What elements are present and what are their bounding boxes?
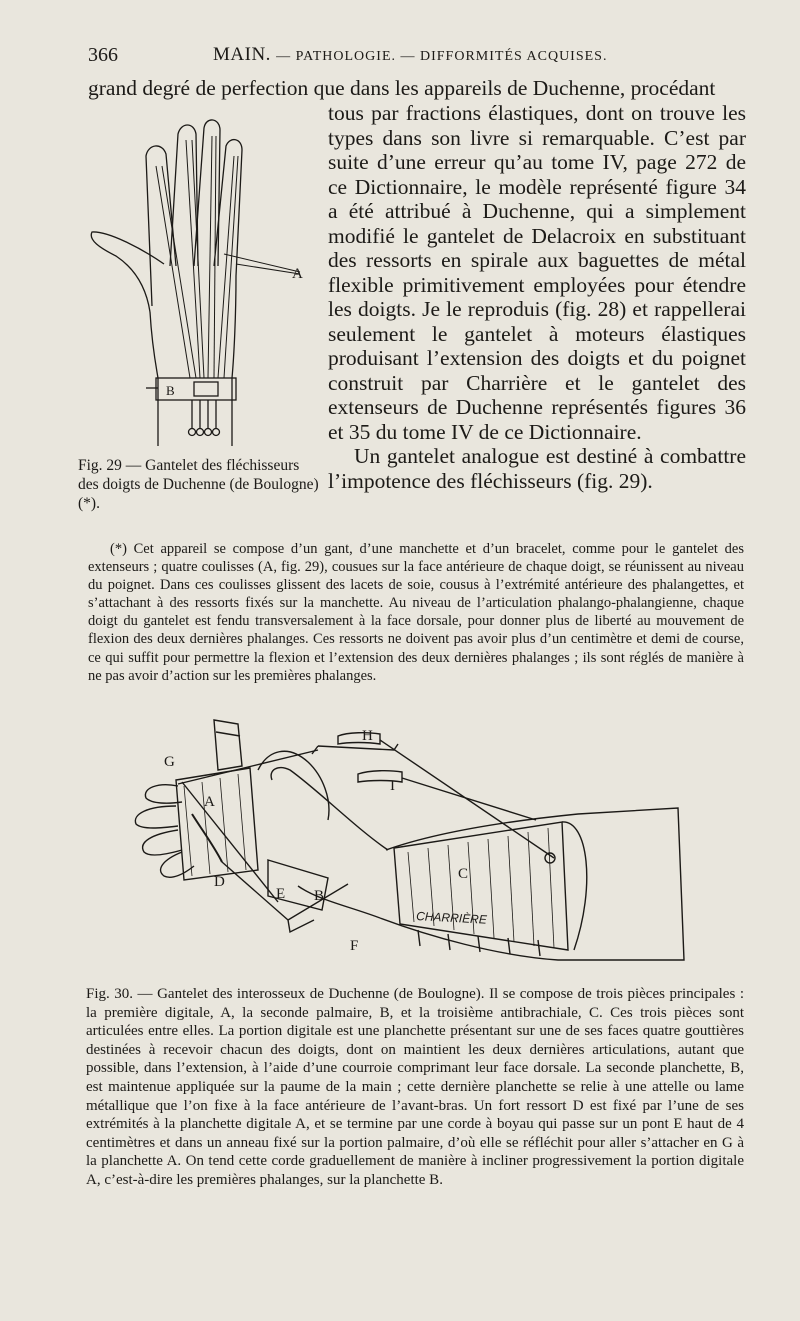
lead-line: grand degré de perfection que dans les appareils de Duchenne, procédant bbox=[88, 76, 716, 100]
running-head bbox=[213, 44, 607, 66]
fig29-label-a: A bbox=[292, 266, 303, 282]
fig29-label-b: B bbox=[166, 383, 175, 398]
figure-29-illustration bbox=[86, 116, 320, 462]
page-header bbox=[88, 44, 748, 72]
figure-30-caption-text: Fig. 30. — Gantelet des interosseux de Duchenne (de Boulogne). Il se compose de trois pièces principales : la première digitale, A, la seconde palmaire, B, et la troisième antibrachiale, C. Ces trois pièces sont articulées entre elles. La portion digitale est une planchette présentant sur une de ses faces quatre gouttières destinées à recevoir chacun des doigts, dont on maintient les deux dernières articulations, autant que possible, dans l’extension, à l’aide d’une courroie comprimant leur face dorsale. La seconde planchette, B, est maintenue appliquée sur la paume de la main ; cette dernière planchette se relie à une attelle ou lame métallique que l’on fixe à la face antérieure de l’avant-bras. Un fort ressort D est fixé par l’une de ses extrémités à la planchette digitale A, et se termine par une corde à boyau qui passe sur un pont E haut de 4 centimètres et dans un anneau fixé sur la portion palmaire, d’où elle se réfléchit pour aller s’attacher en G à la planchette A. On tend cette corde graduellement de manière à incliner progressivement la portion digitale A, c’est-à-dire les premières phalanges, sur la planchette B. bbox=[86, 986, 744, 1188]
fig30-label-f: F bbox=[350, 938, 359, 954]
fig30-label-i: I bbox=[390, 778, 395, 794]
column-paragraph-2: Un gantelet analogue est destiné à combattre l’impotence des fléchisseurs (fig. 29). bbox=[328, 444, 746, 493]
footnote-text: (*) Cet appareil se compose d’un gant, d’une manchette et d’un bracelet, comme pour le gantelet des extenseurs ; quatre coulisses (A, fig. 29), cousues sur la face antérieure de chaque doigt, se réunissent au niveau du poignet. Dans ces coulisses glissent des lacets de soie, cousus à l’extrémité antérieure des phalangettes, et s’attachant à des ressorts fixés sur la manchette. Au niveau de l’articulation phalango-phalangienne, chaque doigt du gantelet est fendu transversalement à la face dorsale, pour donner plus de liberté au mouvement de flexion des deux dernières phalanges. Ces ressorts ne doivent pas avoir plus d’un centimètre et demi de course, ce qui suffit pour permettre la flexion et l’extension des deux dernières phalanges ; ils sont réglés de manière à ne pas avoir d’action sur les premières phalanges. bbox=[88, 541, 744, 684]
footnote bbox=[88, 540, 744, 685]
fig30-label-h: H bbox=[362, 728, 373, 744]
column-paragraph-1: tous par fractions élastiques, dont on trouve les types dans son livre si remarquable. C’est par suite d’une erreur qu’au tome IV, page 272 de ce Dictionnaire, le modèle représenté figure 34 a été attribué à Duchenne, qui a simplement modifié le gantelet de Delacroix en substituant des ressorts en spirale aux baguettes de métal flexible primitivement employées pour étendre les doigts. Je le reproduis (fig. 28) et rappellerai seulement le gantelet à moteurs élastiques produisant l’extension des doigts et du poignet construit par Charrière et le gantelet des extenseurs de Duchenne représentés figures 36 et 35 du tome IV de ce Dictionnaire. bbox=[328, 101, 746, 444]
figure-30-illustration bbox=[118, 710, 686, 970]
page-number: 366 bbox=[88, 44, 118, 66]
fig30-label-d: D bbox=[214, 874, 225, 890]
fig30-engraving: CHARRIÈRE bbox=[415, 909, 488, 927]
fig30-label-c: C bbox=[458, 866, 469, 882]
fig30-label-e: E bbox=[276, 886, 286, 902]
fig30-label-a: A bbox=[204, 794, 215, 810]
running-head-main: MAIN. bbox=[213, 44, 271, 65]
fig30-label-b: B bbox=[314, 888, 325, 904]
fig30-label-g: G bbox=[164, 754, 175, 770]
running-head-rest: — PATHOLOGIE. — DIFFORMITÉS ACQUISES. bbox=[276, 49, 608, 64]
right-column-text bbox=[328, 101, 746, 493]
figure-30-caption bbox=[86, 985, 744, 1190]
figure-29-caption: Fig. 29 — Gantelet des fléchisseurs des doigts de Duchenne (de Boulogne) (*). bbox=[78, 457, 319, 512]
